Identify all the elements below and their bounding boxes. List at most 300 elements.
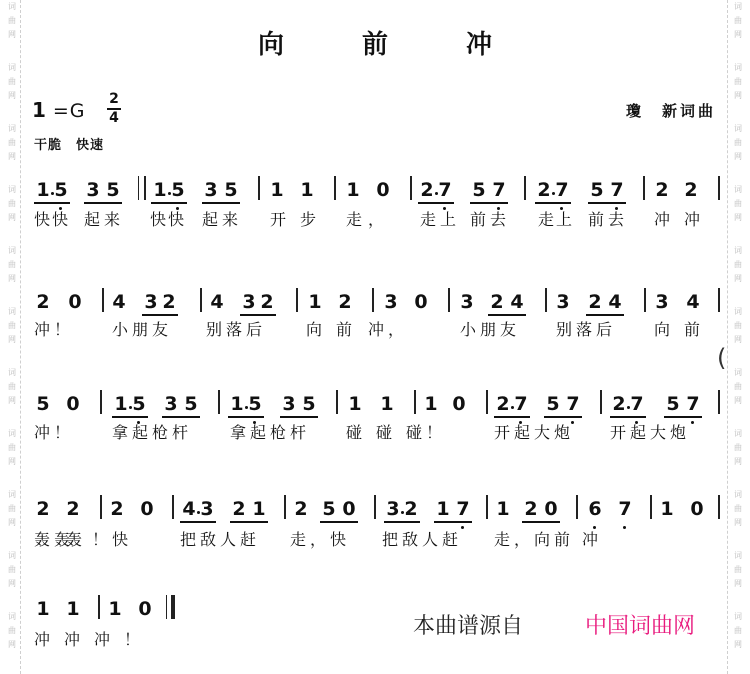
beam-underline — [280, 416, 318, 418]
note: 1 — [230, 393, 244, 415]
barline — [545, 288, 547, 312]
lyric-char: 走 — [290, 530, 307, 549]
watermark-glyph: 网 — [8, 274, 16, 283]
lyric-char: 枪 — [152, 423, 169, 442]
note: 5 — [302, 393, 316, 415]
beam-underline — [535, 202, 571, 204]
watermark-glyph: 词 — [8, 307, 16, 316]
note: 3 — [144, 291, 158, 313]
dashed-margin-right — [727, 0, 728, 674]
lyric-char: 来 — [104, 210, 121, 229]
lyric-char: 轰 — [34, 530, 51, 549]
note: 0 — [68, 291, 82, 313]
lyric-char: 碰 — [346, 423, 363, 442]
lyric-char: 上 — [556, 210, 573, 229]
beam-underline — [470, 202, 508, 204]
lyric-char: 起 — [630, 423, 647, 442]
watermark-glyph: 曲 — [734, 260, 742, 269]
barline — [486, 495, 488, 519]
beam-underline — [151, 202, 187, 204]
note: 1 — [380, 393, 394, 415]
lyric-char: 炮 — [554, 423, 571, 442]
watermark-glyph: 曲 — [8, 321, 16, 330]
watermark-glyph: 网 — [8, 213, 16, 222]
lyric-char: 朋 — [132, 320, 149, 339]
octave-dot-below — [691, 421, 694, 424]
lyric-char: 小 — [112, 320, 129, 339]
lyric-char: 大 — [534, 423, 551, 442]
note: 7 — [686, 393, 700, 415]
watermark-glyph: 网 — [8, 396, 16, 405]
note: 2 — [588, 291, 602, 313]
watermark-glyph: 词 — [734, 429, 742, 438]
note: 1 — [496, 498, 510, 520]
barline — [218, 390, 220, 414]
lyric-char: 快 — [52, 210, 69, 229]
note: 1 — [308, 291, 322, 313]
watermark-glyph: 曲 — [8, 626, 16, 635]
barline — [644, 288, 646, 312]
note: 1 — [108, 598, 122, 620]
watermark-glyph: 词 — [734, 185, 742, 194]
lyric-char: 落 — [226, 320, 243, 339]
lyric-char: 友 — [152, 320, 169, 339]
lyric-char: 前 — [554, 530, 571, 549]
beam-underline — [488, 314, 526, 316]
key-signature — [32, 98, 86, 122]
octave-dot-below — [593, 526, 596, 529]
beam-underline — [664, 416, 702, 418]
note: 2 — [612, 393, 626, 415]
beam-underline — [240, 314, 276, 316]
note: 0 — [544, 498, 558, 520]
barline — [144, 176, 146, 200]
watermark-glyph: 曲 — [8, 443, 16, 452]
note: 4 — [182, 498, 196, 520]
watermark-glyph: 词 — [734, 490, 742, 499]
lyric-char: 轰 — [54, 530, 71, 549]
lyric-char: 起 — [202, 210, 219, 229]
note: 5 — [106, 179, 120, 201]
time-signature — [107, 92, 121, 126]
lyric-char: 友 — [500, 320, 517, 339]
note: 2 — [404, 498, 418, 520]
note: 2 — [66, 498, 80, 520]
note: 3 — [384, 291, 398, 313]
barline — [171, 595, 175, 619]
lyric-char: 冲 — [34, 320, 51, 339]
watermark-glyph: 曲 — [734, 138, 742, 147]
note: 2 — [260, 291, 274, 313]
watermark-glyph: 网 — [734, 152, 742, 161]
note: 1 — [660, 498, 674, 520]
watermark-glyph: 曲 — [734, 77, 742, 86]
note: 1 — [36, 179, 50, 201]
watermark-strip-left — [0, 0, 26, 674]
note: 3 — [556, 291, 570, 313]
note: 0 — [414, 291, 428, 313]
barline — [172, 495, 174, 519]
note: 3 — [242, 291, 256, 313]
barline — [98, 595, 100, 619]
note: 7 — [555, 179, 569, 201]
key-label: =G — [52, 100, 86, 122]
lyric-char: 前 — [684, 320, 701, 339]
beam-underline — [230, 521, 268, 523]
note: 1 — [153, 179, 167, 201]
lyric-char: 快 — [112, 530, 129, 549]
barline — [718, 495, 720, 519]
beam-underline — [588, 202, 626, 204]
lyric-char: 来 — [222, 210, 239, 229]
note: 7 — [610, 179, 624, 201]
lyric-char: 去 — [608, 210, 625, 229]
note: 5 — [171, 179, 185, 201]
lyric-char: ！ — [54, 423, 71, 442]
lyric-char: 走 — [538, 210, 555, 229]
beam-underline — [228, 416, 264, 418]
lyric-char: 向 — [306, 320, 323, 339]
lyric-char: 开 — [610, 423, 627, 442]
watermark-glyph: 曲 — [734, 199, 742, 208]
barline — [100, 495, 102, 519]
lyric-char: 步 — [300, 210, 317, 229]
note: 2 — [36, 291, 50, 313]
note: 5 — [590, 179, 604, 201]
note: 2 — [36, 498, 50, 520]
lyric-char: 走 — [346, 210, 363, 229]
watermark-glyph: 词 — [8, 429, 16, 438]
song-title: 向 前 冲 — [257, 30, 518, 60]
lyric-char: 去 — [490, 210, 507, 229]
lyric-char: 杆 — [290, 423, 307, 442]
note: 3 — [200, 498, 214, 520]
watermark-glyph: 网 — [734, 30, 742, 39]
watermark-glyph: 曲 — [734, 321, 742, 330]
watermark-glyph: 曲 — [734, 443, 742, 452]
note: 4 — [210, 291, 224, 313]
lyric-char: 冲 — [94, 630, 111, 649]
lyric-char: 起 — [250, 423, 267, 442]
lyric-char: 把 — [382, 530, 399, 549]
beam-underline — [434, 521, 472, 523]
barline — [718, 288, 720, 312]
lyric-char: 开 — [494, 423, 511, 442]
watermark-glyph: 网 — [734, 396, 742, 405]
note: 4 — [608, 291, 622, 313]
watermark-glyph: 词 — [8, 551, 16, 560]
lyric-char: 后 — [246, 320, 263, 339]
beam-underline — [84, 202, 122, 204]
barline — [166, 595, 167, 619]
note: 7 — [630, 393, 644, 415]
watermark-glyph: 词 — [734, 63, 742, 72]
lyric-char: 前 — [336, 320, 353, 339]
watermark-glyph: 词 — [8, 246, 16, 255]
note: 7 — [492, 179, 506, 201]
note: 4 — [510, 291, 524, 313]
note: 7 — [566, 393, 580, 415]
barline — [258, 176, 260, 200]
watermark-glyph: 曲 — [734, 626, 742, 635]
note: 4 — [686, 291, 700, 313]
meter-bottom: 4 — [109, 110, 119, 126]
lyric-char: 人 — [220, 530, 237, 549]
dashed-margin-left — [20, 0, 21, 674]
lyric-char: 大 — [650, 423, 667, 442]
lyric-char: ！ — [92, 530, 109, 549]
lyric-char: 把 — [180, 530, 197, 549]
note: 1 — [252, 498, 266, 520]
barline — [374, 495, 376, 519]
note: 2 — [338, 291, 352, 313]
watermark-glyph: 网 — [734, 335, 742, 344]
lyric-char: ， — [368, 210, 385, 229]
note: 7 — [514, 393, 528, 415]
note: 3 — [204, 179, 218, 201]
watermark-glyph: 词 — [734, 2, 742, 11]
note: 2 — [232, 498, 246, 520]
note: 3 — [282, 393, 296, 415]
lyric-char: 快 — [34, 210, 51, 229]
site-name: 中国词曲网 — [585, 614, 696, 639]
note: 6 — [588, 498, 602, 520]
watermark-glyph: 网 — [8, 152, 16, 161]
watermark-glyph: 曲 — [734, 382, 742, 391]
watermark-glyph: 曲 — [734, 16, 742, 25]
note: 3 — [386, 498, 400, 520]
barline — [414, 390, 416, 414]
note: 1 — [346, 179, 360, 201]
octave-dot-below — [623, 526, 626, 529]
beam-underline — [544, 416, 582, 418]
lyric-char: ， — [310, 530, 327, 549]
lyric-char: 冲 — [64, 630, 81, 649]
lyric-char: 起 — [514, 423, 531, 442]
barline — [372, 288, 374, 312]
watermark-glyph: 词 — [8, 185, 16, 194]
watermark-glyph: 词 — [734, 124, 742, 133]
meter-top: 2 — [109, 91, 119, 107]
note: 0 — [690, 498, 704, 520]
barline — [410, 176, 412, 200]
watermark-glyph: 网 — [734, 213, 742, 222]
note: 1 — [114, 393, 128, 415]
barline — [102, 288, 104, 312]
beam-underline — [162, 416, 200, 418]
note: 2 — [420, 179, 434, 201]
barline — [576, 495, 578, 519]
lyric-char: 快 — [150, 210, 167, 229]
octave-dot-below — [571, 421, 574, 424]
watermark-glyph: 网 — [734, 640, 742, 649]
note: 5 — [322, 498, 336, 520]
barline — [334, 176, 336, 200]
barline — [448, 288, 450, 312]
lyric-char: 敌 — [402, 530, 419, 549]
note: 2 — [655, 179, 669, 201]
beam-underline — [112, 416, 148, 418]
note: 3 — [655, 291, 669, 313]
lyric-char: 快 — [168, 210, 185, 229]
lyric-char: 后 — [596, 320, 613, 339]
watermark-glyph: 曲 — [734, 565, 742, 574]
barline — [600, 390, 602, 414]
watermark-glyph: 曲 — [8, 260, 16, 269]
note: 1 — [36, 598, 50, 620]
watermark-glyph: 词 — [8, 368, 16, 377]
note: 7 — [456, 498, 470, 520]
lyric-char: 起 — [132, 423, 149, 442]
lyric-char: 冲 — [582, 530, 599, 549]
lyric-char: 前 — [588, 210, 605, 229]
note: 7 — [618, 498, 632, 520]
note: 3 — [460, 291, 474, 313]
beam-underline — [34, 202, 70, 204]
lyric-char: 轰 — [66, 530, 83, 549]
barline — [718, 176, 720, 200]
note: 0 — [138, 598, 152, 620]
barline — [284, 495, 286, 519]
lyric-char: 走 — [494, 530, 511, 549]
barline — [718, 390, 720, 414]
note: 1 — [348, 393, 362, 415]
tempo-marking: 干脆 快速 — [34, 138, 105, 153]
watermark-glyph: 网 — [8, 457, 16, 466]
note: 1 — [436, 498, 450, 520]
watermark-glyph: 词 — [734, 307, 742, 316]
lyric-char: 走 — [420, 210, 437, 229]
lyric-char: 冲 — [684, 210, 701, 229]
lyric-char: 前 — [470, 210, 487, 229]
octave-dot-below — [461, 526, 464, 529]
note: 7 — [438, 179, 452, 201]
watermark-glyph: 词 — [734, 551, 742, 560]
beam-underline — [418, 202, 454, 204]
note: 1 — [270, 179, 284, 201]
note: 2 — [490, 291, 504, 313]
note: 2 — [294, 498, 308, 520]
watermark-glyph: 网 — [8, 335, 16, 344]
beam-underline — [610, 416, 646, 418]
watermark-glyph: 词 — [8, 612, 16, 621]
watermark-glyph: 词 — [8, 2, 16, 11]
watermark-glyph: 词 — [734, 612, 742, 621]
lyric-char: 快 — [330, 530, 347, 549]
note: 5 — [132, 393, 146, 415]
lyric-char: 别 — [206, 320, 223, 339]
beam-underline — [320, 521, 358, 523]
watermark-glyph: 词 — [8, 490, 16, 499]
note: 0 — [66, 393, 80, 415]
note: 5 — [248, 393, 262, 415]
watermark-glyph: 网 — [734, 91, 742, 100]
barline — [524, 176, 526, 200]
note: 0 — [140, 498, 154, 520]
lyric-char: 人 — [422, 530, 439, 549]
lyric-char: 冲 — [654, 210, 671, 229]
lyric-char: 朋 — [480, 320, 497, 339]
source-label: 本曲谱源自 — [413, 614, 524, 639]
lyric-char: 小 — [460, 320, 477, 339]
watermark-glyph: 词 — [734, 368, 742, 377]
note: 2 — [524, 498, 538, 520]
barline — [650, 495, 652, 519]
lyric-char: 开 — [270, 210, 287, 229]
lyric-char: 起 — [84, 210, 101, 229]
lyric-char: 拿 — [112, 423, 129, 442]
lyric-char: 赶 — [240, 530, 257, 549]
lyric-char: 向 — [654, 320, 671, 339]
note: 5 — [54, 179, 68, 201]
lyric-char: 炮 — [670, 423, 687, 442]
note: 2 — [537, 179, 551, 201]
barline — [296, 288, 298, 312]
note: 1 — [300, 179, 314, 201]
barline — [486, 390, 488, 414]
lyric-char: 别 — [556, 320, 573, 339]
watermark-glyph: 网 — [8, 640, 16, 649]
watermark-glyph: 网 — [8, 579, 16, 588]
beam-underline — [142, 314, 178, 316]
note: 2 — [684, 179, 698, 201]
note: 2 — [162, 291, 176, 313]
watermark-glyph: 曲 — [8, 199, 16, 208]
beam-underline — [180, 521, 216, 523]
note: 5 — [224, 179, 238, 201]
watermark-glyph: 词 — [734, 246, 742, 255]
barline — [643, 176, 645, 200]
watermark-glyph: 曲 — [8, 565, 16, 574]
note: 0 — [342, 498, 356, 520]
lyric-char: 向 — [534, 530, 551, 549]
watermark-glyph: 网 — [8, 30, 16, 39]
beam-underline — [586, 314, 624, 316]
watermark-glyph: 曲 — [8, 77, 16, 86]
beam-underline — [384, 521, 420, 523]
lyric-char: 敌 — [200, 530, 217, 549]
watermark-glyph: 曲 — [8, 382, 16, 391]
note: 0 — [376, 179, 390, 201]
note: 5 — [36, 393, 50, 415]
watermark-glyph: 曲 — [8, 138, 16, 147]
lyric-char: 碰 — [376, 423, 393, 442]
lyric-char: 上 — [440, 210, 457, 229]
watermark-glyph: 曲 — [8, 16, 16, 25]
lyric-char: 赶 — [442, 530, 459, 549]
lyric-char: 冲 — [34, 630, 51, 649]
barline — [336, 390, 338, 414]
watermark-glyph: 曲 — [8, 504, 16, 513]
note: 2 — [110, 498, 124, 520]
note: 5 — [666, 393, 680, 415]
watermark-glyph: 词 — [8, 124, 16, 133]
lyric-char: ！ — [124, 630, 141, 649]
lyric-char: ！ — [54, 320, 71, 339]
lyric-char: ， — [514, 530, 531, 549]
watermark-glyph: 网 — [734, 274, 742, 283]
lyric-char: ， — [388, 320, 405, 339]
note: 1 — [424, 393, 438, 415]
beam-underline — [202, 202, 240, 204]
watermark-glyph: 网 — [734, 457, 742, 466]
lyric-char: 冲 — [34, 423, 51, 442]
watermark-glyph: 网 — [8, 518, 16, 527]
lyric-char: 拿 — [230, 423, 247, 442]
lyric-char: 杆 — [172, 423, 189, 442]
lyric-char: 枪 — [270, 423, 287, 442]
lyric-char: ！ — [426, 423, 443, 442]
